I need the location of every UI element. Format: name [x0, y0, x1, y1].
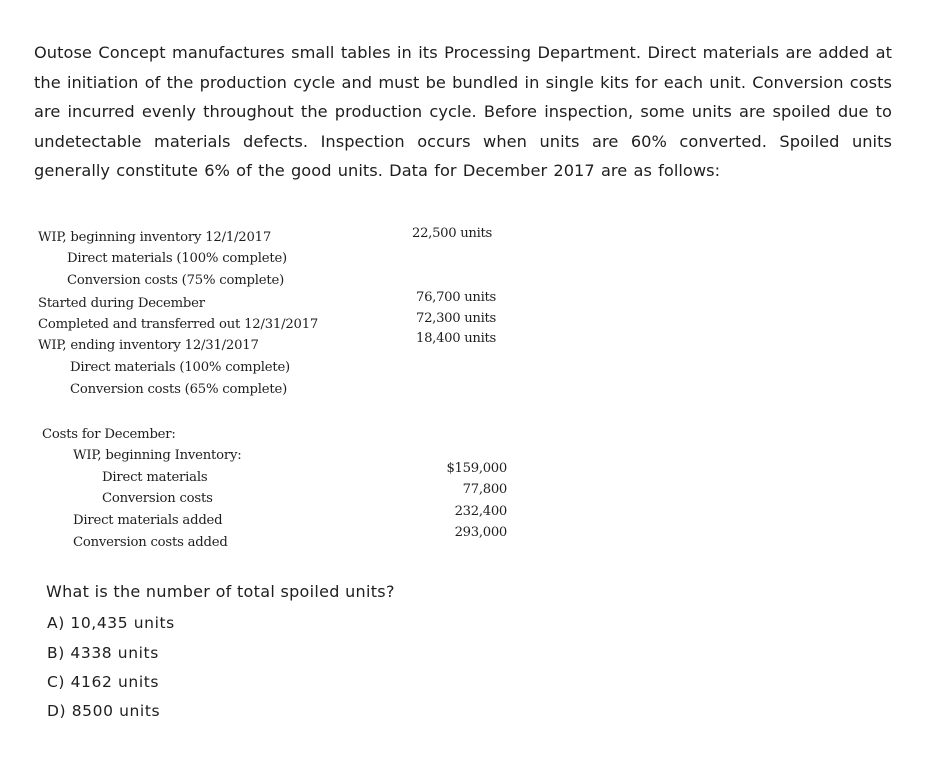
- costs-cc-label: Conversion costs: [102, 491, 213, 506]
- started-value: 76,700 units: [416, 290, 497, 305]
- wip-beginning-label: WIP, beginning inventory 12/1/2017: [38, 230, 272, 245]
- costs-cc-added-label: Conversion costs added: [73, 535, 228, 550]
- costs-dm-label: Direct materials: [102, 470, 208, 485]
- question-text: What is the number of total spoiled units?: [46, 582, 395, 601]
- completed-label: Completed and transferred out 12/31/2017: [38, 317, 319, 332]
- wip-beginning-value: 22,500 units: [412, 226, 493, 241]
- wip-beginning-dm-label: Direct materials (100% complete): [67, 251, 287, 266]
- option-a[interactable]: A) 10,435 units: [47, 614, 175, 632]
- completed-value: 72,300 units: [416, 311, 497, 326]
- wip-ending-dm-label: Direct materials (100% complete): [70, 360, 290, 375]
- wip-ending-label: WIP, ending inventory 12/31/2017: [38, 338, 259, 353]
- option-c[interactable]: C) 4162 units: [47, 673, 160, 691]
- wip-beginning-cc-label: Conversion costs (75% complete): [67, 273, 285, 288]
- option-d[interactable]: D) 8500 units: [47, 702, 161, 720]
- wip-ending-value: 18,400 units: [416, 331, 497, 346]
- started-label: Started during December: [38, 296, 205, 311]
- costs-dm-added-value: 232,400: [454, 504, 507, 519]
- costs-dm-value: $159,000: [446, 461, 507, 476]
- problem-statement: Outose Concept manufactures small tables in its Processing Department. Direct materials are added at the initiation of the production cycle and must be bundled in single kits for each unit. Conversion costs are incurred evenly throughout the production cycle. Before inspection, some units are spoiled due to undetectable materials defects. Inspection occurs when units are 60% converted. Spoiled units generally constitute 6% of the good units. Data for December 2017 are as follows:: [34, 43, 892, 181]
- costs-wip-beginning-label: WIP, beginning Inventory:: [73, 448, 242, 463]
- option-b[interactable]: B) 4338 units: [47, 644, 159, 662]
- costs-heading: Costs for December:: [42, 427, 176, 442]
- costs-cc-value: 77,800: [462, 482, 507, 497]
- costs-dm-added-label: Direct materials added: [73, 513, 223, 528]
- wip-ending-cc-label: Conversion costs (65% complete): [70, 382, 288, 397]
- costs-cc-added-value: 293,000: [454, 525, 507, 540]
